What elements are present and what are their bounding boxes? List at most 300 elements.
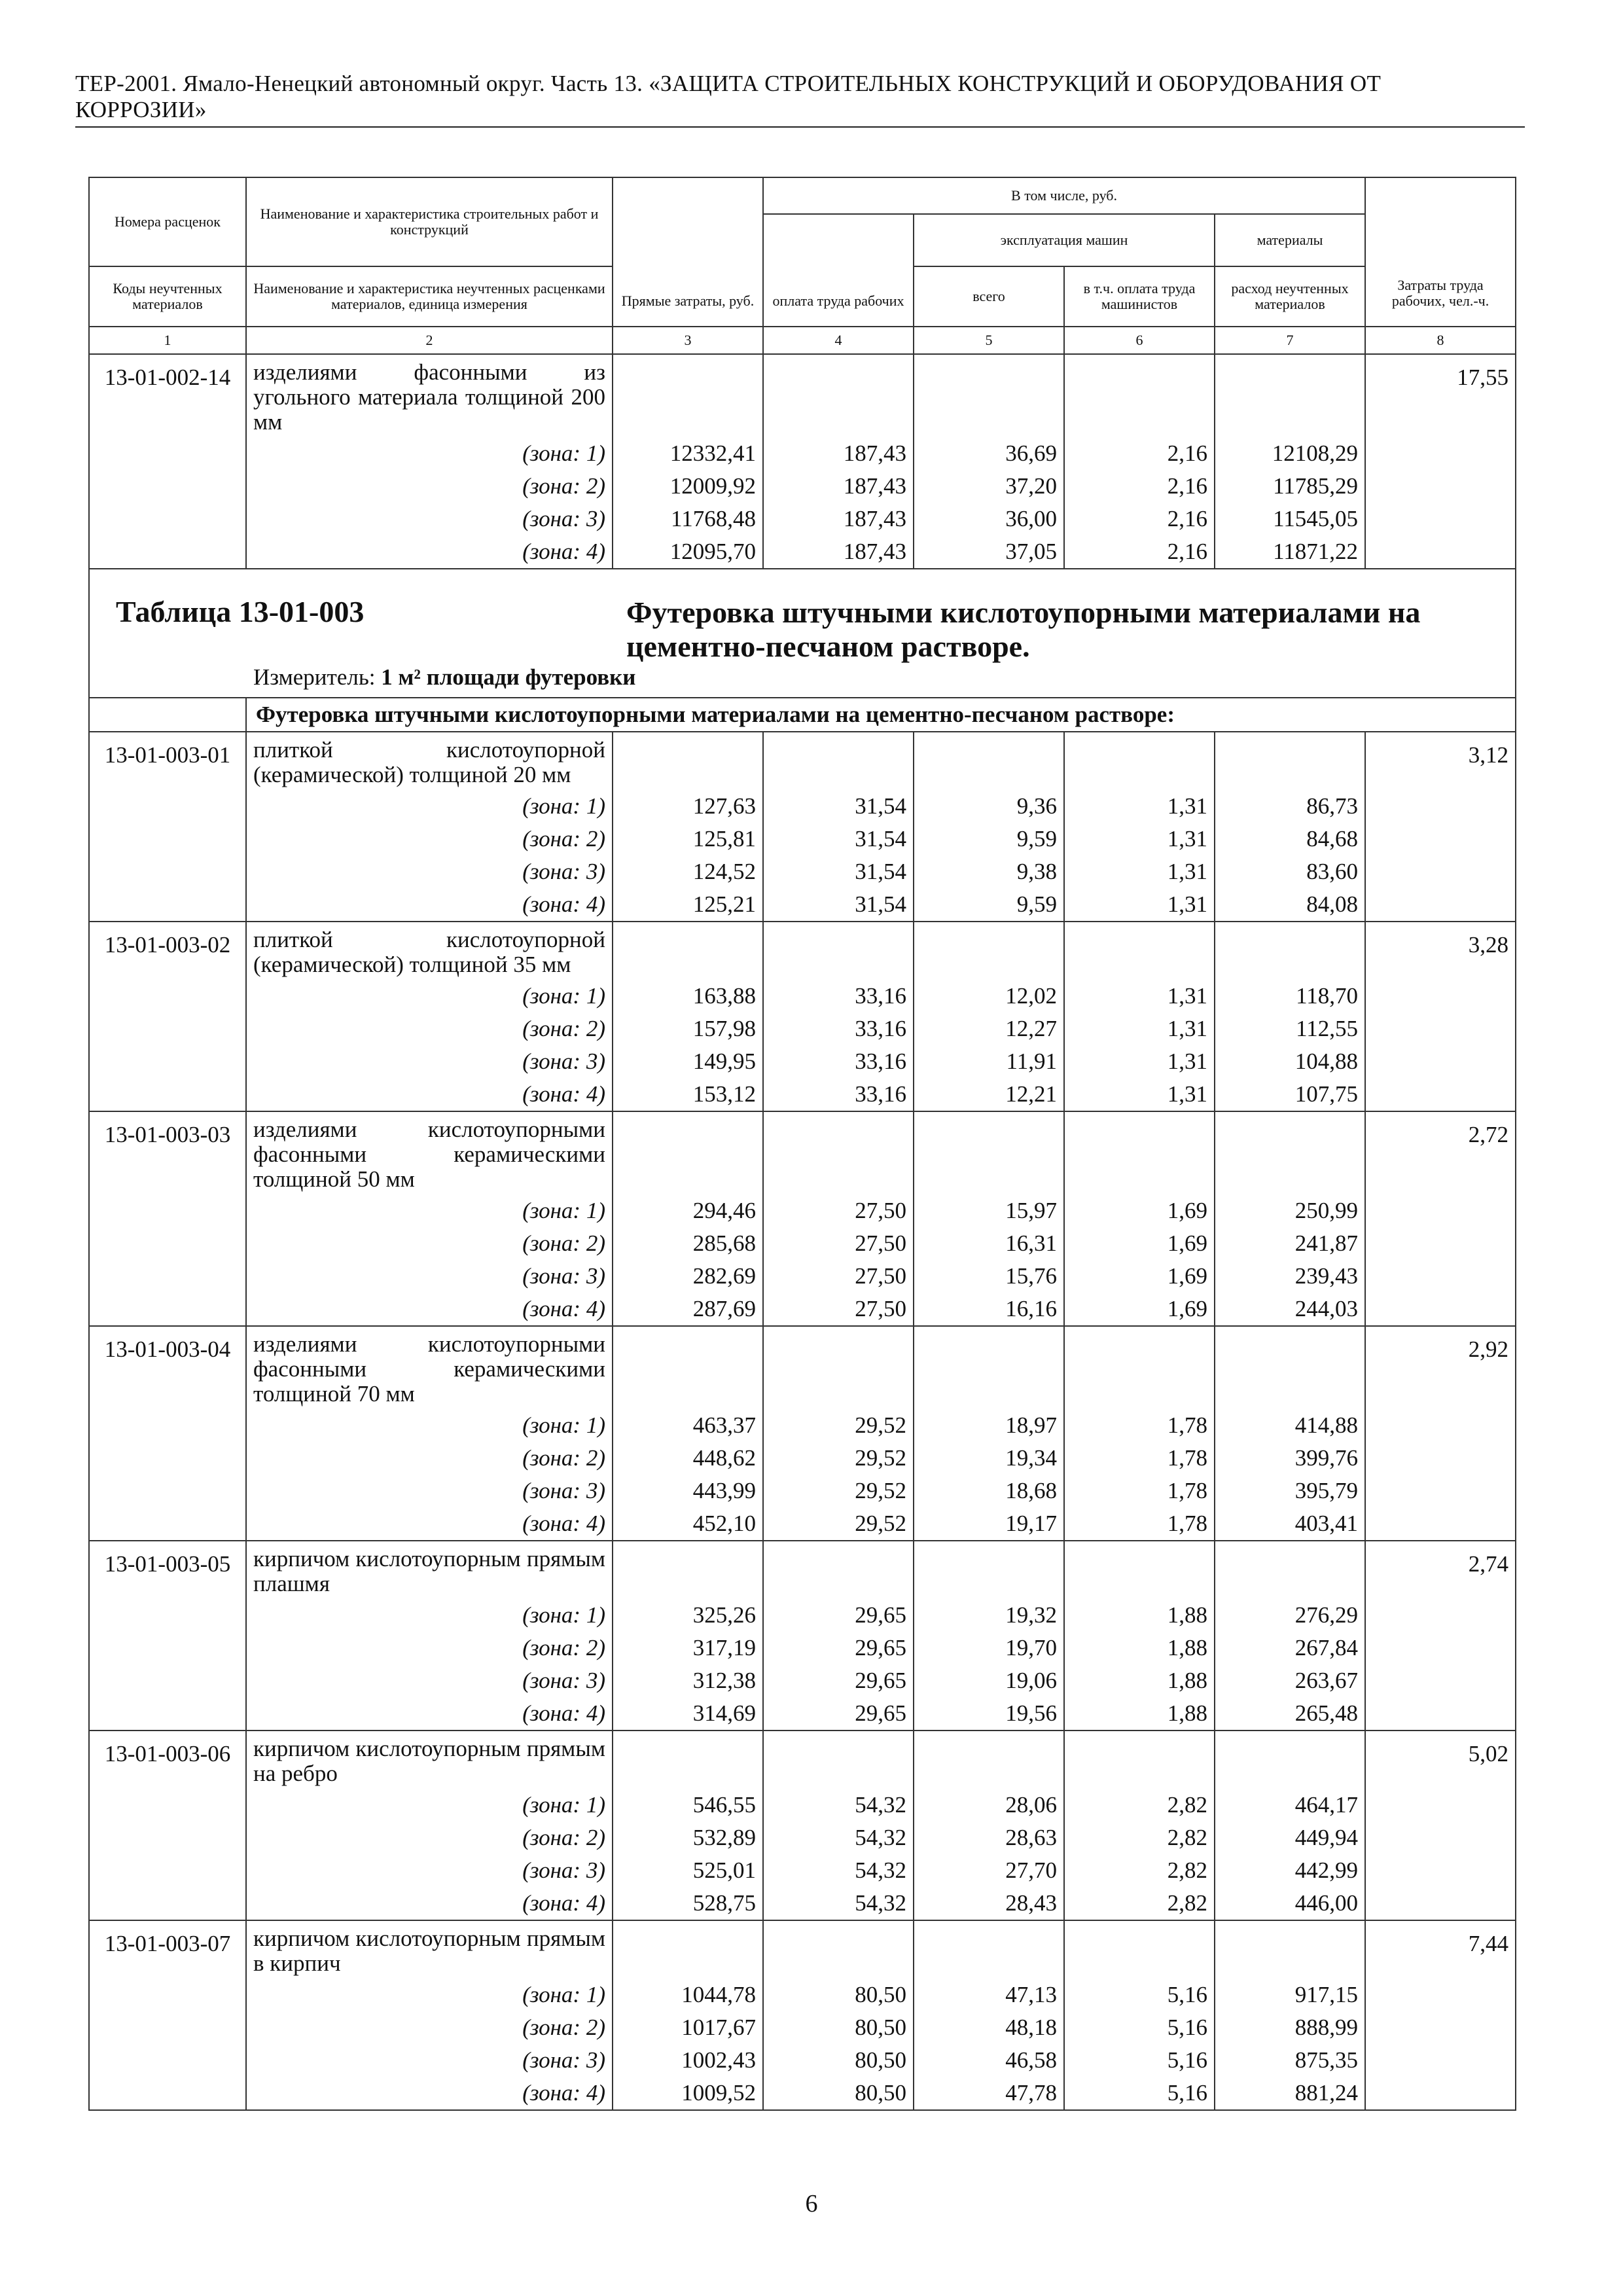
running-header bbox=[75, 71, 1525, 123]
table-title-cell bbox=[89, 569, 1516, 698]
zone-row bbox=[89, 888, 1516, 922]
value-pryam: 282,69 bbox=[613, 1260, 763, 1293]
col-header-zatraty: Затраты труда рабочих, чел.-ч. bbox=[1365, 177, 1516, 327]
rate-description: изделиями фасонными из угольного материала толщиной 200 мм bbox=[246, 354, 613, 437]
zone-label: (зона: 3) bbox=[246, 2044, 613, 2077]
zone-label: (зона: 3) bbox=[246, 1260, 613, 1293]
zone-label: (зона: 3) bbox=[246, 1854, 613, 1887]
col-number: 7 bbox=[1215, 327, 1365, 354]
rate-code: 13-01-003-06 bbox=[89, 1731, 246, 1920]
rate-description: кирпичом кислотоупорным прямым плашмя bbox=[246, 1541, 613, 1599]
rate-code: 13-01-003-01 bbox=[89, 732, 246, 922]
running-header-line1: ТЕР-2001. Ямало-Ненецкий автономный округ. Часть 13. «ЗАЩИТА СТРОИТЕЛЬНЫХ КОНСТРУКЦИЙ И ОБОРУДОВАНИЯ ОТ bbox=[75, 71, 1382, 96]
zone-label: (зона: 2) bbox=[246, 823, 613, 855]
value-vsego: 19,32 bbox=[914, 1599, 1064, 1632]
value-cell-empty bbox=[763, 1326, 914, 1409]
zone-row bbox=[89, 1697, 1516, 1731]
zone-label: (зона: 1) bbox=[246, 790, 613, 823]
value-cell-empty bbox=[613, 1731, 763, 1789]
value-cell-empty bbox=[763, 354, 914, 437]
value-vtch: 1,78 bbox=[1064, 1409, 1215, 1442]
value-pryam: 532,89 bbox=[613, 1821, 763, 1854]
value-pryam: 125,81 bbox=[613, 823, 763, 855]
col-header-naim2: Наименование и характеристика неучтенных расценками материалов, единица измерения bbox=[246, 266, 613, 327]
value-vtch: 2,16 bbox=[1064, 437, 1215, 470]
value-oplata: 29,52 bbox=[763, 1409, 914, 1442]
value-mat: 239,43 bbox=[1215, 1260, 1365, 1293]
zone-label: (зона: 2) bbox=[246, 1632, 613, 1664]
value-mat: 11871,22 bbox=[1215, 535, 1365, 569]
rate-item-row bbox=[89, 1920, 1516, 1979]
value-mat: 395,79 bbox=[1215, 1475, 1365, 1507]
value-mat: 267,84 bbox=[1215, 1632, 1365, 1664]
value-vtch: 1,31 bbox=[1064, 823, 1215, 855]
zone-row bbox=[89, 1599, 1516, 1632]
zone-row bbox=[89, 1442, 1516, 1475]
value-mat: 414,88 bbox=[1215, 1409, 1365, 1442]
value-oplata: 54,32 bbox=[763, 1789, 914, 1821]
value-oplata: 27,50 bbox=[763, 1260, 914, 1293]
value-oplata: 54,32 bbox=[763, 1854, 914, 1887]
rate-description: плиткой кислотоупорной (керамической) толщиной 35 мм bbox=[246, 922, 613, 980]
running-header-line2: КОРРОЗИИ» bbox=[75, 97, 207, 122]
value-oplata: 31,54 bbox=[763, 790, 914, 823]
value-oplata: 31,54 bbox=[763, 855, 914, 888]
zone-label: (зона: 1) bbox=[246, 1789, 613, 1821]
value-oplata: 29,65 bbox=[763, 1599, 914, 1632]
value-pryam: 528,75 bbox=[613, 1887, 763, 1920]
zone-row bbox=[89, 1078, 1516, 1111]
rate-code: 13-01-003-02 bbox=[89, 922, 246, 1111]
value-cell-empty bbox=[914, 1111, 1064, 1194]
value-vtch: 1,78 bbox=[1064, 1442, 1215, 1475]
value-pryam: 149,95 bbox=[613, 1045, 763, 1078]
value-pryam: 443,99 bbox=[613, 1475, 763, 1507]
value-mat: 888,99 bbox=[1215, 2011, 1365, 2044]
value-vtch: 1,31 bbox=[1064, 790, 1215, 823]
value-mat: 12108,29 bbox=[1215, 437, 1365, 470]
value-vsego: 28,43 bbox=[914, 1887, 1064, 1920]
value-mat: 276,29 bbox=[1215, 1599, 1365, 1632]
value-cell-empty bbox=[613, 354, 763, 437]
value-oplata: 80,50 bbox=[763, 1979, 914, 2011]
value-mat: 881,24 bbox=[1215, 2077, 1365, 2110]
zone-row bbox=[89, 1821, 1516, 1854]
zone-label: (зона: 1) bbox=[246, 1599, 613, 1632]
value-cell-empty bbox=[1064, 1541, 1215, 1599]
page-number: 6 bbox=[805, 2190, 818, 2217]
value-mat: 84,08 bbox=[1215, 888, 1365, 922]
zone-label: (зона: 4) bbox=[246, 1887, 613, 1920]
value-pryam: 546,55 bbox=[613, 1789, 763, 1821]
value-cell-empty bbox=[1064, 1111, 1215, 1194]
value-vsego: 18,68 bbox=[914, 1475, 1064, 1507]
table-number: Таблица 13-01-003 bbox=[116, 595, 365, 628]
rate-item-row bbox=[89, 732, 1516, 790]
value-mat: 399,76 bbox=[1215, 1442, 1365, 1475]
value-cell-empty bbox=[613, 1326, 763, 1409]
col-header-vtch: в т.ч. оплата труда машинистов bbox=[1064, 266, 1215, 327]
value-oplata: 31,54 bbox=[763, 823, 914, 855]
value-vtch: 1,88 bbox=[1064, 1599, 1215, 1632]
zone-row bbox=[89, 1979, 1516, 2011]
value-oplata: 80,50 bbox=[763, 2077, 914, 2110]
value-pryam: 1044,78 bbox=[613, 1979, 763, 2011]
value-mat: 86,73 bbox=[1215, 790, 1365, 823]
col-number: 6 bbox=[1064, 327, 1215, 354]
value-oplata: 33,16 bbox=[763, 980, 914, 1013]
value-oplata: 29,52 bbox=[763, 1507, 914, 1541]
zone-label: (зона: 1) bbox=[246, 1979, 613, 2011]
value-pryam: 314,69 bbox=[613, 1697, 763, 1731]
value-oplata: 29,65 bbox=[763, 1664, 914, 1697]
value-vsego: 9,36 bbox=[914, 790, 1064, 823]
value-vtch: 1,69 bbox=[1064, 1293, 1215, 1326]
value-vsego: 46,58 bbox=[914, 2044, 1064, 2077]
value-mat: 118,70 bbox=[1215, 980, 1365, 1013]
col-header-naim: Наименование и характеристика строительных работ и конструкций bbox=[246, 177, 613, 266]
zone-row bbox=[89, 1013, 1516, 1045]
zone-label: (зона: 3) bbox=[246, 1475, 613, 1507]
value-pryam: 448,62 bbox=[613, 1442, 763, 1475]
measure-line bbox=[253, 661, 635, 694]
zone-row bbox=[89, 790, 1516, 823]
labor-cost: 2,74 bbox=[1365, 1541, 1516, 1731]
rate-description: кирпичом кислотоупорным прямым на ребро bbox=[246, 1731, 613, 1789]
value-mat: 449,94 bbox=[1215, 1821, 1365, 1854]
value-vsego: 15,97 bbox=[914, 1194, 1064, 1227]
table-name: Футеровка штучными кислотоупорными материалами на цементно-песчаном растворе. bbox=[626, 596, 1421, 663]
zone-row bbox=[89, 1632, 1516, 1664]
value-pryam: 125,21 bbox=[613, 888, 763, 922]
value-vtch: 1,88 bbox=[1064, 1664, 1215, 1697]
value-mat: 250,99 bbox=[1215, 1194, 1365, 1227]
measure-value: 1 м² площади футеровки bbox=[381, 664, 636, 690]
zone-row bbox=[89, 535, 1516, 569]
value-oplata: 29,52 bbox=[763, 1475, 914, 1507]
rate-code: 13-01-003-04 bbox=[89, 1326, 246, 1541]
col-header-rascenok: Номера расценок bbox=[89, 177, 246, 266]
value-vsego: 36,00 bbox=[914, 503, 1064, 535]
measure-prefix: Измеритель: bbox=[253, 664, 376, 690]
labor-cost: 2,92 bbox=[1365, 1326, 1516, 1541]
value-vsego: 48,18 bbox=[914, 2011, 1064, 2044]
value-vtch: 1,31 bbox=[1064, 980, 1215, 1013]
rate-code: 13-01-002-14 bbox=[89, 354, 246, 569]
value-vtch: 1,69 bbox=[1064, 1194, 1215, 1227]
value-pryam: 294,46 bbox=[613, 1194, 763, 1227]
col-number: 5 bbox=[914, 327, 1064, 354]
value-pryam: 12332,41 bbox=[613, 437, 763, 470]
value-cell-empty bbox=[613, 1111, 763, 1194]
value-oplata: 80,50 bbox=[763, 2011, 914, 2044]
value-vsego: 12,02 bbox=[914, 980, 1064, 1013]
value-cell-empty bbox=[1064, 354, 1215, 437]
zone-row bbox=[89, 1475, 1516, 1507]
zone-row bbox=[89, 503, 1516, 535]
col-header-mat: материалы bbox=[1215, 214, 1365, 266]
value-mat: 265,48 bbox=[1215, 1697, 1365, 1731]
value-vsego: 28,63 bbox=[914, 1821, 1064, 1854]
zone-label: (зона: 2) bbox=[246, 1442, 613, 1475]
value-cell-empty bbox=[914, 732, 1064, 790]
rate-description: изделиями кислотоупорными фасонными керамическими толщиной 50 мм bbox=[246, 1111, 613, 1194]
labor-cost: 2,72 bbox=[1365, 1111, 1516, 1326]
rate-item-row bbox=[89, 1326, 1516, 1409]
zone-row bbox=[89, 1293, 1516, 1326]
value-vsego: 37,05 bbox=[914, 535, 1064, 569]
value-cell-empty bbox=[613, 1920, 763, 1979]
rate-code: 13-01-003-07 bbox=[89, 1920, 246, 2110]
col-number: 8 bbox=[1365, 327, 1516, 354]
value-vsego: 11,91 bbox=[914, 1045, 1064, 1078]
rate-item-row bbox=[89, 354, 1516, 437]
zone-label: (зона: 4) bbox=[246, 888, 613, 922]
value-cell-empty bbox=[763, 1111, 914, 1194]
zone-label: (зона: 4) bbox=[246, 535, 613, 569]
value-vtch: 5,16 bbox=[1064, 2077, 1215, 2110]
value-vtch: 2,16 bbox=[1064, 503, 1215, 535]
rate-description: кирпичом кислотоупорным прямым в кирпич bbox=[246, 1920, 613, 1979]
value-vsego: 9,59 bbox=[914, 888, 1064, 922]
rates-table bbox=[88, 177, 1516, 2111]
value-cell-empty bbox=[914, 1541, 1064, 1599]
labor-cost: 3,12 bbox=[1365, 732, 1516, 922]
value-cell-empty bbox=[763, 1731, 914, 1789]
value-vtch: 1,31 bbox=[1064, 888, 1215, 922]
zone-label: (зона: 1) bbox=[246, 980, 613, 1013]
header-rule bbox=[75, 126, 1525, 128]
col-number: 3 bbox=[613, 327, 763, 354]
value-vtch: 1,78 bbox=[1064, 1507, 1215, 1541]
labor-cost: 7,44 bbox=[1365, 1920, 1516, 2110]
value-cell-empty bbox=[1064, 732, 1215, 790]
zone-row bbox=[89, 2044, 1516, 2077]
value-cell-empty bbox=[1215, 354, 1365, 437]
header-row-1 bbox=[89, 177, 1516, 214]
value-vtch: 1,88 bbox=[1064, 1632, 1215, 1664]
zone-label: (зона: 2) bbox=[246, 2011, 613, 2044]
rate-code: 13-01-003-03 bbox=[89, 1111, 246, 1326]
value-oplata: 54,32 bbox=[763, 1887, 914, 1920]
zone-row bbox=[89, 855, 1516, 888]
value-oplata: 187,43 bbox=[763, 503, 914, 535]
value-pryam: 124,52 bbox=[613, 855, 763, 888]
section-title-row bbox=[89, 698, 1516, 732]
value-pryam: 127,63 bbox=[613, 790, 763, 823]
value-vsego: 27,70 bbox=[914, 1854, 1064, 1887]
value-mat: 11545,05 bbox=[1215, 503, 1365, 535]
value-vtch: 1,31 bbox=[1064, 1013, 1215, 1045]
rate-description: плиткой кислотоупорной (керамической) толщиной 20 мм bbox=[246, 732, 613, 790]
value-vtch: 2,82 bbox=[1064, 1854, 1215, 1887]
value-vsego: 19,06 bbox=[914, 1664, 1064, 1697]
value-cell-empty bbox=[1064, 1731, 1215, 1789]
value-cell-empty bbox=[914, 1326, 1064, 1409]
value-pryam: 1002,43 bbox=[613, 2044, 763, 2077]
value-cell-empty bbox=[1215, 1541, 1365, 1599]
value-cell-empty bbox=[613, 1541, 763, 1599]
rate-item-row bbox=[89, 1731, 1516, 1789]
zone-label: (зона: 4) bbox=[246, 1293, 613, 1326]
value-cell-empty bbox=[763, 732, 914, 790]
value-mat: 84,68 bbox=[1215, 823, 1365, 855]
value-vtch: 2,82 bbox=[1064, 1887, 1215, 1920]
value-cell-empty bbox=[914, 1920, 1064, 1979]
col-number: 4 bbox=[763, 327, 914, 354]
zone-row bbox=[89, 1854, 1516, 1887]
value-oplata: 33,16 bbox=[763, 1078, 914, 1111]
value-pryam: 163,88 bbox=[613, 980, 763, 1013]
value-vsego: 9,59 bbox=[914, 823, 1064, 855]
zone-row bbox=[89, 437, 1516, 470]
value-oplata: 27,50 bbox=[763, 1194, 914, 1227]
value-vsego: 47,13 bbox=[914, 1979, 1064, 2011]
value-vtch: 2,82 bbox=[1064, 1821, 1215, 1854]
value-oplata: 80,50 bbox=[763, 2044, 914, 2077]
rate-item-row bbox=[89, 1111, 1516, 1194]
value-oplata: 187,43 bbox=[763, 470, 914, 503]
value-vsego: 12,27 bbox=[914, 1013, 1064, 1045]
value-cell-empty bbox=[1215, 1111, 1365, 1194]
zone-row bbox=[89, 1045, 1516, 1078]
value-cell-empty bbox=[613, 922, 763, 980]
value-vtch: 1,31 bbox=[1064, 855, 1215, 888]
value-cell-empty bbox=[1064, 1920, 1215, 1979]
rate-item-row bbox=[89, 922, 1516, 980]
value-vtch: 2,16 bbox=[1064, 535, 1215, 569]
zone-row bbox=[89, 470, 1516, 503]
value-vsego: 19,17 bbox=[914, 1507, 1064, 1541]
zone-label: (зона: 4) bbox=[246, 1507, 613, 1541]
value-mat: 107,75 bbox=[1215, 1078, 1365, 1111]
value-pryam: 1017,67 bbox=[613, 2011, 763, 2044]
labor-cost: 3,28 bbox=[1365, 922, 1516, 1111]
zone-label: (зона: 4) bbox=[246, 1078, 613, 1111]
value-vsego: 18,97 bbox=[914, 1409, 1064, 1442]
value-vsego: 12,21 bbox=[914, 1078, 1064, 1111]
table-title-row bbox=[89, 569, 1516, 698]
value-pryam: 325,26 bbox=[613, 1599, 763, 1632]
col-header-rashod: расход неучтенных материалов bbox=[1215, 266, 1365, 327]
value-vtch: 5,16 bbox=[1064, 2011, 1215, 2044]
zone-label: (зона: 2) bbox=[246, 1821, 613, 1854]
value-vtch: 2,82 bbox=[1064, 1789, 1215, 1821]
value-pryam: 287,69 bbox=[613, 1293, 763, 1326]
zone-row bbox=[89, 1887, 1516, 1920]
value-vsego: 19,56 bbox=[914, 1697, 1064, 1731]
value-oplata: 29,65 bbox=[763, 1632, 914, 1664]
value-mat: 403,41 bbox=[1215, 1507, 1365, 1541]
value-vsego: 28,06 bbox=[914, 1789, 1064, 1821]
col-number: 1 bbox=[89, 327, 246, 354]
rate-description: изделиями кислотоупорными фасонными керамическими толщиной 70 мм bbox=[246, 1326, 613, 1409]
value-pryam: 285,68 bbox=[613, 1227, 763, 1260]
value-vsego: 15,76 bbox=[914, 1260, 1064, 1293]
zone-label: (зона: 1) bbox=[246, 437, 613, 470]
value-vsego: 37,20 bbox=[914, 470, 1064, 503]
labor-cost: 5,02 bbox=[1365, 1731, 1516, 1920]
value-cell-empty bbox=[1215, 732, 1365, 790]
value-mat: 11785,29 bbox=[1215, 470, 1365, 503]
zone-label: (зона: 1) bbox=[246, 1409, 613, 1442]
value-pryam: 317,19 bbox=[613, 1632, 763, 1664]
table-title-block bbox=[90, 569, 1515, 697]
zone-label: (зона: 3) bbox=[246, 1664, 613, 1697]
value-mat: 464,17 bbox=[1215, 1789, 1365, 1821]
value-mat: 446,00 bbox=[1215, 1887, 1365, 1920]
zone-label: (зона: 2) bbox=[246, 1227, 613, 1260]
value-vtch: 5,16 bbox=[1064, 1979, 1215, 2011]
value-cell-empty bbox=[763, 1920, 914, 1979]
value-oplata: 29,52 bbox=[763, 1442, 914, 1475]
col-header-expl: эксплуатация машин bbox=[914, 214, 1215, 266]
zone-row bbox=[89, 1194, 1516, 1227]
value-pryam: 11768,48 bbox=[613, 503, 763, 535]
value-pryam: 463,37 bbox=[613, 1409, 763, 1442]
value-oplata: 27,50 bbox=[763, 1227, 914, 1260]
zone-row bbox=[89, 1260, 1516, 1293]
value-oplata: 187,43 bbox=[763, 437, 914, 470]
col-header-v-tom: В том числе, руб. bbox=[763, 177, 1365, 214]
value-cell-empty bbox=[1064, 922, 1215, 980]
value-mat: 241,87 bbox=[1215, 1227, 1365, 1260]
value-mat: 104,88 bbox=[1215, 1045, 1365, 1078]
rate-item-row bbox=[89, 1541, 1516, 1599]
zone-label: (зона: 2) bbox=[246, 470, 613, 503]
zone-row bbox=[89, 823, 1516, 855]
value-cell-empty bbox=[1215, 922, 1365, 980]
zone-row bbox=[89, 1789, 1516, 1821]
value-mat: 442,99 bbox=[1215, 1854, 1365, 1887]
col-header-pryam: Прямые затраты, руб. bbox=[613, 177, 763, 327]
value-pryam: 1009,52 bbox=[613, 2077, 763, 2110]
zone-row bbox=[89, 1227, 1516, 1260]
zone-label: (зона: 4) bbox=[246, 2077, 613, 2110]
value-oplata: 31,54 bbox=[763, 888, 914, 922]
zone-row bbox=[89, 980, 1516, 1013]
value-cell-empty bbox=[914, 354, 1064, 437]
value-vtch: 1,31 bbox=[1064, 1078, 1215, 1111]
value-mat: 875,35 bbox=[1215, 2044, 1365, 2077]
value-oplata: 33,16 bbox=[763, 1013, 914, 1045]
zone-row bbox=[89, 2011, 1516, 2044]
value-oplata: 187,43 bbox=[763, 535, 914, 569]
value-cell-empty bbox=[613, 732, 763, 790]
rate-code: 13-01-003-05 bbox=[89, 1541, 246, 1731]
value-cell-empty bbox=[1215, 1326, 1365, 1409]
value-vsego: 47,78 bbox=[914, 2077, 1064, 2110]
value-vtch: 1,69 bbox=[1064, 1260, 1215, 1293]
zone-label: (зона: 3) bbox=[246, 855, 613, 888]
value-pryam: 153,12 bbox=[613, 1078, 763, 1111]
value-pryam: 12095,70 bbox=[613, 535, 763, 569]
section-title: Футеровка штучными кислотоупорными материалами на цементно-песчаном растворе: bbox=[246, 698, 1516, 732]
value-cell-empty bbox=[1215, 1920, 1365, 1979]
value-vsego: 9,38 bbox=[914, 855, 1064, 888]
zone-row bbox=[89, 1664, 1516, 1697]
value-pryam: 312,38 bbox=[613, 1664, 763, 1697]
value-vtch: 1,88 bbox=[1064, 1697, 1215, 1731]
value-cell-empty bbox=[763, 1541, 914, 1599]
value-vsego: 16,31 bbox=[914, 1227, 1064, 1260]
col-number: 2 bbox=[246, 327, 613, 354]
zone-label: (зона: 4) bbox=[246, 1697, 613, 1731]
value-pryam: 452,10 bbox=[613, 1507, 763, 1541]
value-oplata: 29,65 bbox=[763, 1697, 914, 1731]
zone-label: (зона: 1) bbox=[246, 1194, 613, 1227]
labor-cost: 17,55 bbox=[1365, 354, 1516, 569]
